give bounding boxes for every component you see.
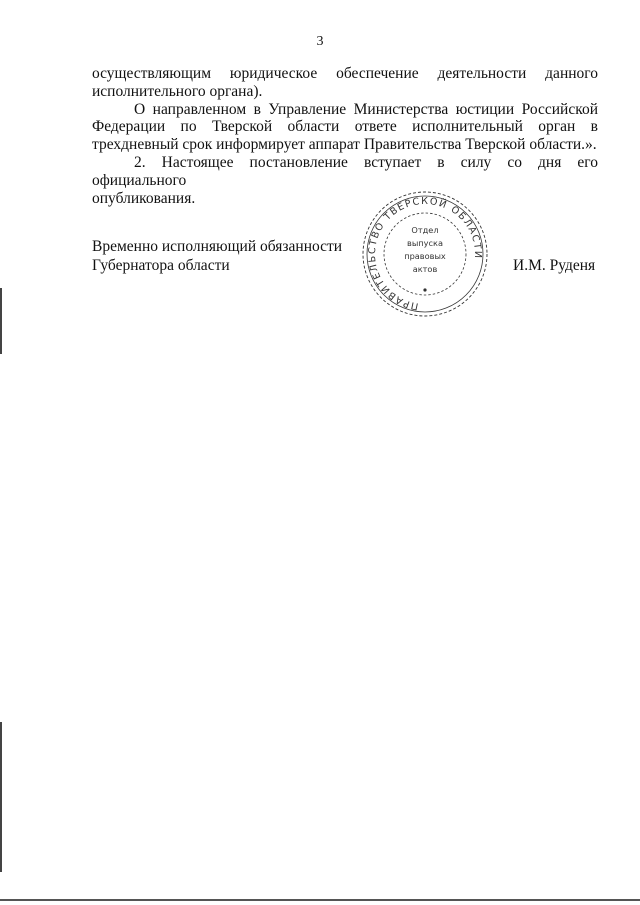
paragraph-2-line-3: трехдневный срок информирует аппарат Правительства Тверской области.». bbox=[92, 136, 597, 154]
paragraph-1-line-1: осуществляющим юридическое обеспечение деятельности данного bbox=[92, 65, 598, 82]
stamp-center-line-2: выпуска bbox=[407, 238, 443, 248]
stamp-center-line-4: актов bbox=[412, 264, 438, 274]
paragraph-2-line-2: Федерации по Тверской области ответе исполнительный орган в bbox=[92, 118, 598, 136]
document-body bbox=[92, 65, 598, 207]
stamp-center-line-1: Отдел bbox=[411, 225, 439, 235]
signatory-position-line-2: Губернатора области bbox=[92, 257, 230, 274]
paragraph-1 bbox=[92, 65, 598, 101]
paragraph-3-line-1: 2. Настоящее постановление вступает в силу со дня его официального bbox=[92, 153, 598, 189]
signatory-name: И.М. Руденя bbox=[513, 257, 596, 274]
page-number: 3 bbox=[316, 34, 324, 49]
scan-edge-mark-top bbox=[0, 288, 2, 354]
stamp-ring-text: ПРАВИТЕЛЬСТВО ТВЕРСКОЙ ОБЛАСТИ bbox=[366, 195, 484, 312]
scan-bottom-line bbox=[0, 899, 640, 901]
paragraph-2 bbox=[92, 101, 598, 154]
signatory-position bbox=[92, 237, 342, 275]
paragraph-3 bbox=[92, 154, 598, 207]
signatory-position-line-1: Временно исполняющий обязанности bbox=[92, 238, 343, 255]
stamp-center-line-3: правовых bbox=[404, 251, 446, 261]
stamp-star bbox=[423, 288, 426, 291]
stamp-graphic bbox=[356, 190, 494, 318]
scan-edge-mark-bottom bbox=[0, 722, 2, 872]
official-stamp bbox=[356, 190, 494, 318]
paragraph-1-line-2: исполнительного органа). bbox=[92, 82, 263, 100]
paragraph-2-line-1: О направленном в Управление Министерства юстиции Российской bbox=[134, 100, 598, 118]
paragraph-3-line-2: опубликования. bbox=[92, 189, 196, 207]
